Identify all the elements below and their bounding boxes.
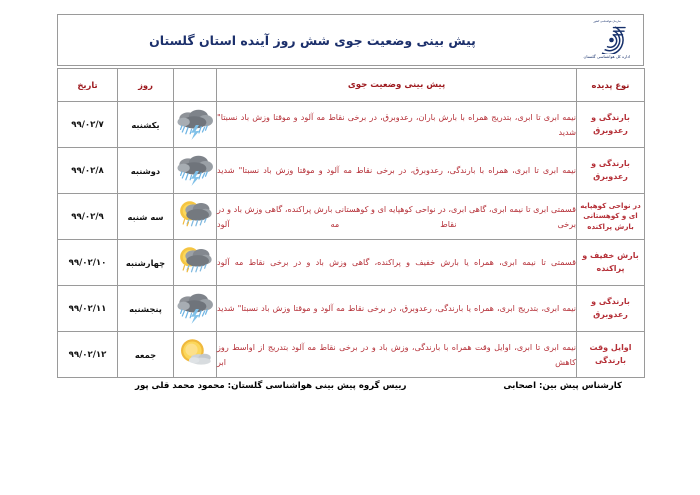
cell-day: سه شنبه [118,194,174,240]
cell-date: ۹۹/۰۲/۱۰ [58,240,118,286]
cell-phenomenon: بارندگی و رعدوبرق [577,102,645,148]
cell-description: نیمه ابری تا ابری، همراه با بارندگی، رعدوبرق، در برخی نقاط مه آلود و موقتا وزش باد نسبتا" شدید [217,148,577,194]
thunderstorm-rain-icon [174,150,216,192]
forecast-table [57,68,645,378]
page-title: پیش بینی وضعیت جوی شش روز آینده استان گلستان [149,32,476,48]
column-header-phenomenon: نوع پدیده [577,69,645,102]
cell-icon [174,102,217,148]
cell-icon [174,148,217,194]
cell-phenomenon: در نواحی کوهپایه ای و کوهستانی بارش پراکنده [577,194,645,240]
cell-day: پنجشنبه [118,286,174,332]
cell-icon [174,240,217,286]
table-head [58,69,645,102]
table-row [58,102,645,148]
footer-forecaster: کارشناس پیش بین: اصحابی [503,381,622,391]
cell-day: دوشنبه [118,148,174,194]
logo-caption: اداره کل هواشناسی گلستان [583,54,631,60]
footer [57,376,644,396]
footer-head-of-group: رییس گروه پیش بینی هواشناسی گلستان: محمود محمد قلی پور [135,381,407,391]
cell-phenomenon: بارندگی و رعدوبرق [577,148,645,194]
cell-date: ۹۹/۰۲/۱۲ [58,332,118,378]
cell-date: ۹۹/۰۲/۱۱ [58,286,118,332]
cell-day: یکشنبه [118,102,174,148]
sun-cloud-rain-icon [174,196,216,238]
header-band [57,14,644,66]
cell-description: نیمه ابری، بتدریج ابری، همراه یا بارندگی، رعدوبرق، در برخی نقاط مه آلود و موقتا وزش باد نسبتا" شدید [217,286,577,332]
cell-date: ۹۹/۰۲/۹ [58,194,118,240]
cell-phenomenon: اوایل وقت بارندگی [577,332,645,378]
logo-box [567,15,643,65]
cell-phenomenon: بارندگی و رعدوبرق [577,286,645,332]
cell-description: نیمه ابری تا ابری، بتدریج همراه با بارش باران، رعدوبرق، در برخی نقاط مه آلود و موقتا وزش باد نسبتا" شدید [217,102,577,148]
cell-date: ۹۹/۰۲/۸ [58,148,118,194]
column-header-date: تاریخ [58,69,118,102]
table-body [58,102,645,378]
cell-description: نیمه ابری تا ابری، اوایل وقت همراه با بارندگی، وزش باد و در برخی نقاط مه آلود بتدریج از اواسط روز کاهش ابر [217,332,577,378]
cell-icon [174,194,217,240]
column-header-icon [174,69,217,102]
cell-phenomenon: بارش خفیف و پراکنده [577,240,645,286]
table-row [58,194,645,240]
cell-icon [174,332,217,378]
cell-description: قسمتی ابری تا نیمه ابری، گاهی ابری، در نواحی کوهپایه ای و کوهستانی بارش پراکنده، گاهی وزش باد و در برخی نقاط مه آلود [217,194,577,240]
page-title-wrap [58,15,567,65]
thunderstorm-rain-icon [174,288,216,330]
column-header-day: روز [118,69,174,102]
sun-light-cloud-icon [174,334,216,376]
table-row [58,332,645,378]
table-row [58,240,645,286]
cell-description: قسمتی تا نیمه ابری، همراه یا بارش خفیف و پراکنده، گاهی وزش باد و در برخی نقاط مه آلود [217,240,577,286]
cell-icon [174,286,217,332]
table-header-row [58,69,645,102]
column-header-description: پیش بینی وضعیت جوی [217,69,577,102]
cell-day: چهارشنبه [118,240,174,286]
table-row [58,148,645,194]
logo-top-text: سازمان هواشناسی کشور [593,20,621,24]
cell-date: ۹۹/۰۲/۷ [58,102,118,148]
thunderstorm-rain-icon [174,104,216,146]
sun-cloud-rain-icon [174,242,216,284]
cell-day: جمعه [118,332,174,378]
golestan-meteorology-logo-icon [584,24,630,54]
table-row [58,286,645,332]
